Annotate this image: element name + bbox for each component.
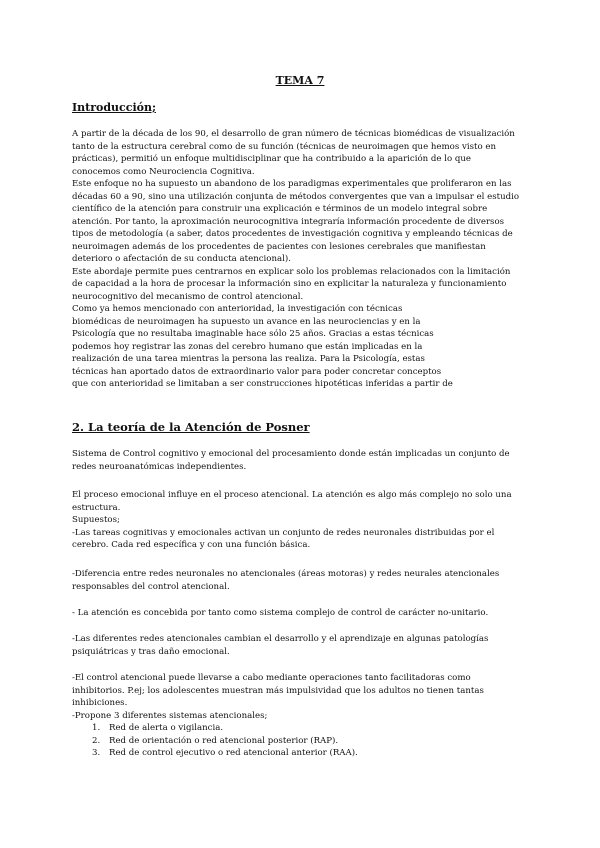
text-line: neurocognitivo del mecanismo de control atencional. bbox=[72, 291, 304, 302]
list-item-number: 3. bbox=[92, 748, 101, 758]
list-item bbox=[72, 722, 532, 735]
text-line: -Las tareas cognitivas y emocionales activan un conjunto de redes neuronales distribuidas por el bbox=[72, 527, 495, 538]
posner-paragraph bbox=[72, 633, 532, 658]
text-line: psiquiátricas y tras daño emocional. bbox=[72, 646, 230, 657]
list-item-text: Red de control ejecutivo o red atencional anterior (RAA). bbox=[109, 748, 358, 758]
text-line: científico de la atención para construir una explicación e términos de un modelo integral sobre bbox=[72, 204, 488, 214]
text-line: -Las diferentes redes atencionales cambian el desarrollo y el aprendizaje en algunas patologías bbox=[72, 634, 489, 644]
text-line: - La atención es concebida por tanto como sistema complejo de control de carácter no-unitario. bbox=[72, 608, 489, 618]
text-line: Supuestos; bbox=[72, 515, 120, 525]
text-line: tipos de metodología (a saber, datos procedentes de investigación cognitiva y empleando técnicas de bbox=[72, 229, 513, 239]
text-line: cerebro. Cada red específica y con una función básica. bbox=[72, 540, 311, 550]
list-item-text: Red de alerta o vigilancia. bbox=[109, 723, 224, 733]
text-line: A partir de la década de los 90, el desarrollo de gran número de técnicas biomédicas de visualización bbox=[72, 129, 515, 139]
list-item-number: 1. bbox=[92, 723, 101, 733]
list-item bbox=[72, 747, 532, 760]
text-line: Como ya hemos mencionado con anterioridad, la investigación con técnicas bbox=[72, 304, 403, 314]
text-line: Sistema de Control cognitivo y emocional del procesamiento donde están implicadas un conjunto de bbox=[72, 449, 510, 459]
text-line: de capacidad a la hora de procesar la información sino en explicitar la naturaleza y funcionamiento bbox=[72, 279, 507, 289]
text-line: inhibitorios. P.ej; los adolescentes muestran más impulsividad que los adultos no tienen tantas bbox=[72, 685, 484, 696]
page-title: TEMA 7 bbox=[275, 74, 325, 87]
text-line: Psicología que no resultaba imaginable hace sólo 25 años. Gracias a estas técnicas bbox=[72, 329, 434, 339]
posner-section-heading: 2. La teoría de la Atención de Posner bbox=[72, 420, 310, 434]
posner-paragraph bbox=[72, 672, 532, 722]
text-line: -Diferencia entre redes neuronales no atencionales (áreas motoras) y redes neurales atencionales bbox=[72, 569, 500, 579]
text-line: tanto de la estructura cerebral como de su función (técnicas de neuroimagen que hemos visto en bbox=[72, 141, 496, 152]
text-line: redes neuroanatómicas independientes. bbox=[72, 461, 247, 472]
text-line: -El control atencional puede llevarse a cabo mediante operaciones tanto facilitadoras como bbox=[72, 673, 471, 683]
text-line: neuroimagen además de los procedentes de pacientes con lesiones cerebrales que manifiestan bbox=[72, 241, 486, 252]
text-line: biomédicas de neuroimagen ha supuesto un avance en las neurociencias y en la bbox=[72, 316, 421, 327]
list-item bbox=[72, 735, 532, 748]
text-line: -Propone 3 diferentes sistemas atencionales; bbox=[72, 710, 268, 721]
text-line: El proceso emocional influye en el proceso atencional. La atención es algo más complejo no solo una bbox=[72, 490, 512, 500]
posner-paragraph bbox=[72, 568, 532, 593]
text-line: décadas 60 a 90, sino una utilización conjunta de métodos convergentes que van a impulsar el estudio bbox=[72, 191, 520, 202]
text-line: técnicas han aportado datos de extraordinario valor para poder concretar conceptos bbox=[72, 366, 442, 377]
text-line: atención. Por tanto, la aproximación neurocognitiva integraría información procedente de diversos bbox=[72, 216, 505, 227]
intro-paragraph bbox=[72, 128, 532, 391]
intro-heading: Introducción; bbox=[72, 101, 157, 114]
text-line: responsables del control atencional. bbox=[72, 581, 230, 592]
posner-paragraph bbox=[72, 448, 532, 473]
text-line: prácticas), permitió un enfoque multidisciplinar que ha contribuido a la aparición de lo que bbox=[72, 154, 472, 164]
list-item-text: Red de orientación o red atencional posterior (RAP). bbox=[109, 735, 339, 746]
attention-systems-list bbox=[72, 722, 532, 760]
text-line: estructura. bbox=[72, 502, 121, 513]
text-line: inhibiciones. bbox=[72, 698, 128, 708]
text-line: Este abordaje permite pues centrarnos en explicar solo los problemas relacionados con la limitación bbox=[72, 266, 511, 277]
text-line: conocemos como Neurociencia Cognitiva. bbox=[72, 166, 255, 177]
posner-paragraph bbox=[72, 607, 532, 620]
posner-paragraph bbox=[72, 489, 532, 552]
text-line: podemos hoy registrar las zonas del cerebro humano que están implicadas en la bbox=[72, 341, 423, 352]
text-line: deterioro o afectación de su conducta atencional). bbox=[72, 254, 291, 264]
list-item-number: 2. bbox=[92, 735, 101, 746]
text-line: realización de una tarea mientras la persona las realiza. Para la Psicología, estas bbox=[72, 354, 425, 364]
text-line: Este enfoque no ha supuesto un abandono de los paradigmas experimentales que proliferaron en las bbox=[72, 179, 512, 189]
text-line: que con anterioridad se limitaban a ser construcciones hipotéticas inferidas a partir de bbox=[72, 379, 453, 389]
